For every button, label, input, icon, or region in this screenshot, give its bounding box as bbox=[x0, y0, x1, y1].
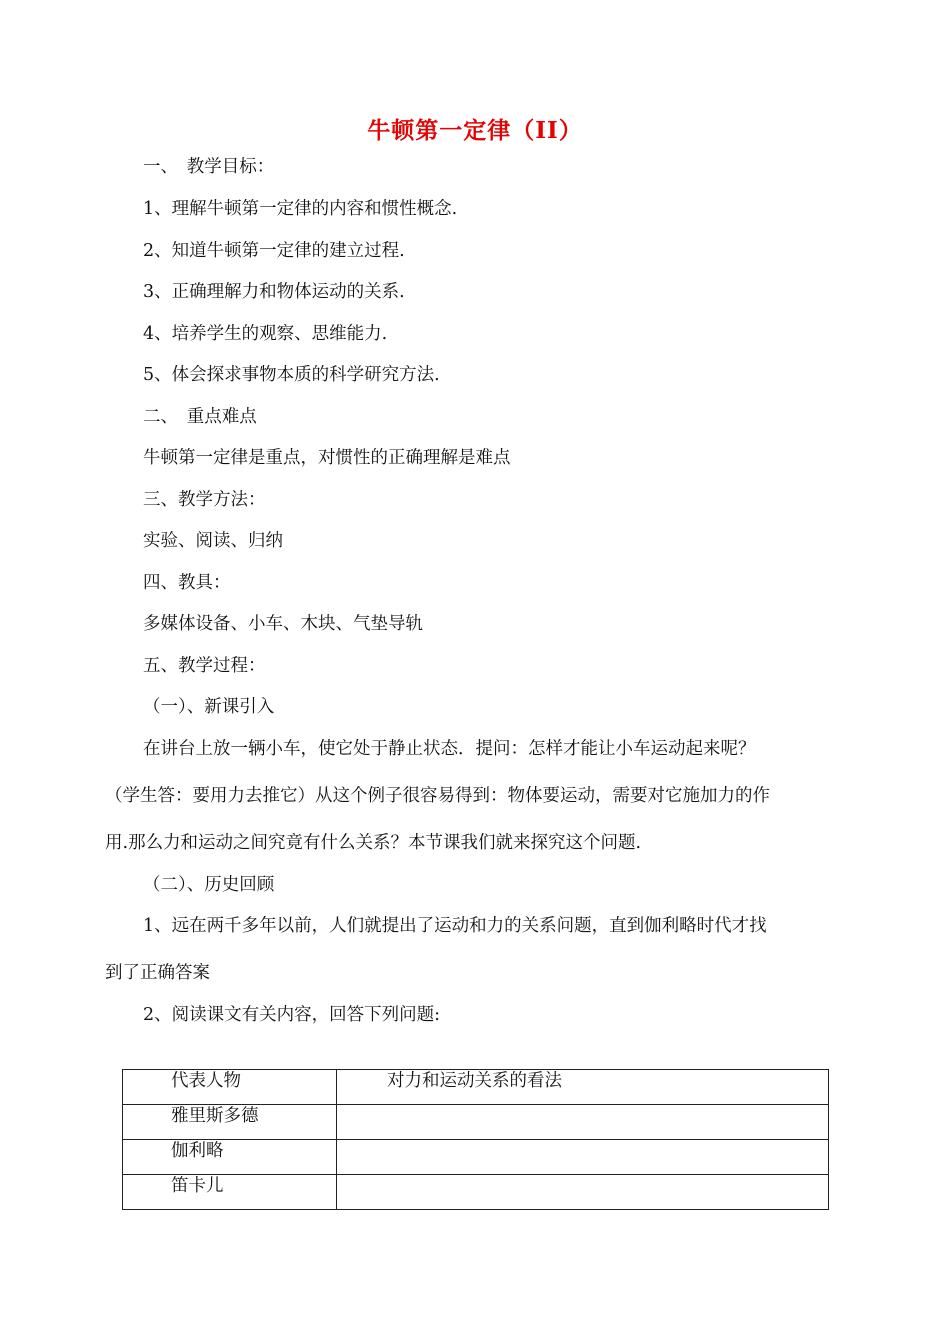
table-cell[interactable] bbox=[337, 1175, 829, 1210]
key-points-text: 牛顿第一定律是重点，对惯性的正确理解是难点 bbox=[143, 448, 511, 468]
paragraph-line: 在讲台上放一辆小车，使它处于静止状态．提问：怎样才能让小车运动起来呢？ bbox=[143, 739, 756, 759]
objective-item: 3、正确理解力和物体运动的关系. bbox=[143, 282, 405, 302]
section-process-heading: 五、教学过程： bbox=[143, 656, 266, 676]
section-objectives-heading: 一、 教学目标： bbox=[143, 157, 275, 177]
table-cell[interactable] bbox=[337, 1140, 829, 1175]
objective-item: 1、理解牛顿第一定律的内容和惯性概念. bbox=[143, 199, 458, 219]
table-header-cell: 对力和运动关系的看法 bbox=[337, 1070, 829, 1105]
table-header-row bbox=[123, 1070, 829, 1105]
paragraph-line: （学生答：要用力去推它）从这个例子很容易得到：物体要运动，需要对它施加力的作 bbox=[105, 786, 770, 806]
tools-text: 多媒体设备、小车、木块、气垫导轨 bbox=[143, 614, 423, 634]
objective-item: 2、知道牛顿第一定律的建立过程. bbox=[143, 241, 405, 261]
table-cell[interactable] bbox=[337, 1105, 829, 1140]
section-methods-heading: 三、教学方法： bbox=[143, 490, 266, 510]
table-cell: 伽利略 bbox=[123, 1140, 337, 1175]
views-table bbox=[122, 1069, 829, 1210]
table-row bbox=[123, 1140, 829, 1175]
table-cell: 雅里斯多德 bbox=[123, 1105, 337, 1140]
section-tools-heading: 四、教具： bbox=[143, 573, 231, 593]
table-cell: 笛卡儿 bbox=[123, 1175, 337, 1210]
subsection-intro-heading: （一）、新课引入 bbox=[143, 697, 275, 717]
section-key-points-heading: 二、 重点难点 bbox=[143, 407, 257, 427]
table-row bbox=[123, 1105, 829, 1140]
methods-text: 实验、阅读、归纳 bbox=[143, 531, 283, 551]
subsection-history-heading: （二）、历史回顾 bbox=[143, 875, 275, 895]
paragraph-line: 用.那么力和运动之间究竟有什么关系？本节课我们就来探究这个问题. bbox=[105, 833, 642, 853]
paragraph-line: 1、远在两千多年以前，人们就提出了运动和力的关系问题，直到伽利略时代才找 bbox=[143, 916, 767, 936]
table-row bbox=[123, 1175, 829, 1210]
page-title: 牛顿第一定律（II） bbox=[367, 117, 583, 144]
table-header-cell: 代表人物 bbox=[123, 1070, 337, 1105]
objective-item: 5、体会探求事物本质的科学研究方法. bbox=[143, 365, 440, 385]
objective-item: 4、培养学生的观察、思维能力. bbox=[143, 324, 388, 344]
paragraph-line: 2、阅读课文有关内容，回答下列问题: bbox=[143, 1005, 441, 1025]
paragraph-line: 到了正确答案 bbox=[105, 963, 210, 983]
